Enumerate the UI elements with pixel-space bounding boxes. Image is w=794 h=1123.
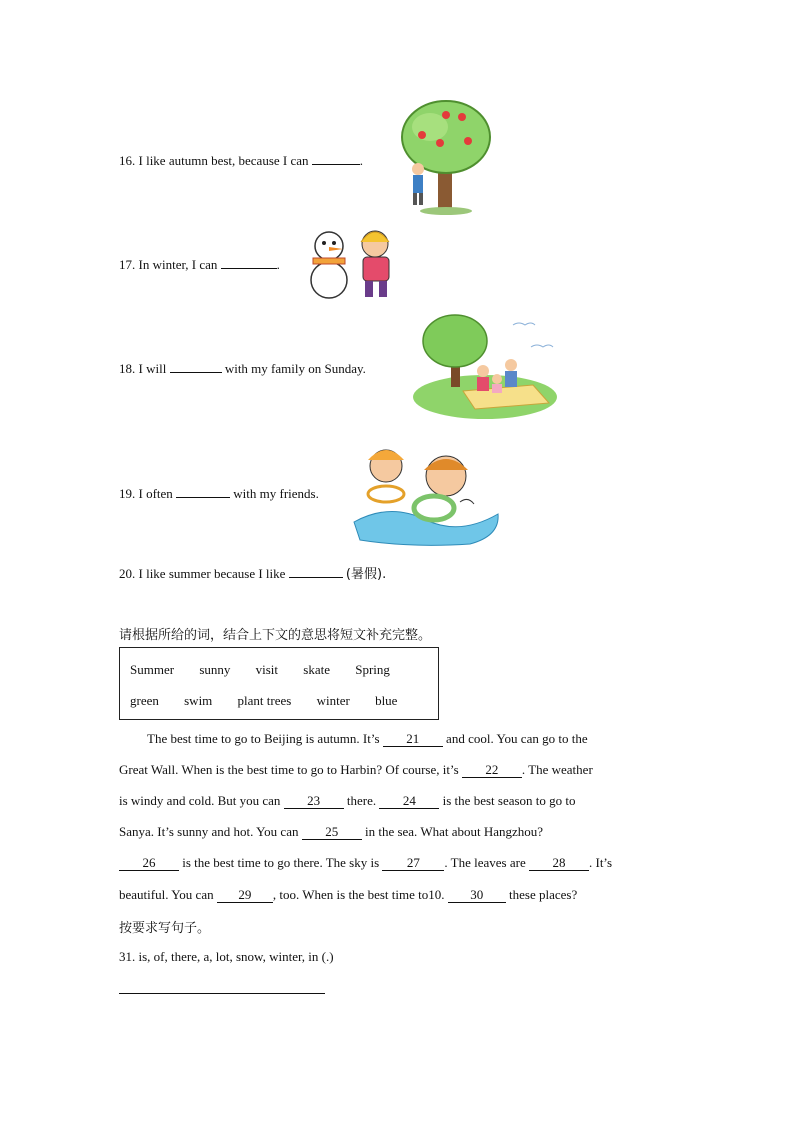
question-18 (119, 360, 366, 377)
section-instruction-fill-passage: 请根据所给的词，结合上下文的意思将短文补充完整。 (119, 628, 432, 643)
question-19-text: 19. I often (119, 486, 173, 501)
word-bank-item: winter (316, 693, 350, 708)
answer-line-31[interactable] (119, 993, 325, 994)
question-16 (119, 152, 363, 169)
passage-line-1 (147, 731, 588, 747)
passage-text: and cool. You can go to the (446, 731, 588, 746)
family-picnic-illustration (413, 313, 557, 419)
question-16-text: 16. I like autumn best, because I can (119, 153, 309, 168)
passage-text: , too. When is the best time to10. (272, 887, 445, 902)
answer-blank-19[interactable] (176, 485, 230, 498)
question-31: 31. is, of, there, a, lot, snow, winter, in (.) (119, 949, 334, 964)
word-bank-row-2 (130, 693, 419, 709)
question-17-text: 17. In winter, I can (119, 257, 218, 272)
answer-blank-18[interactable] (170, 360, 222, 373)
passage-blank-22[interactable]: 22 (462, 763, 522, 778)
answer-blank-20[interactable] (289, 565, 343, 578)
question-17-end: . (276, 257, 280, 272)
word-bank-item: plant trees (237, 693, 292, 708)
section-instruction-write-sentences: 按要求写句子。 (119, 921, 211, 936)
question-19 (119, 485, 319, 502)
question-18-tail: with my family on Sunday. (224, 361, 366, 376)
apple-tree-illustration (400, 97, 492, 215)
passage-text: . It’s (588, 855, 613, 870)
word-bank-item: Summer (130, 662, 175, 677)
passage-text: Sanya. It’s sunny and hot. You can (119, 824, 299, 839)
passage-blank-26[interactable]: 26 (119, 856, 179, 871)
word-bank-item: blue (375, 693, 398, 708)
word-bank-item: visit (255, 662, 279, 677)
question-16-end: . (359, 153, 364, 168)
question-17 (119, 256, 280, 273)
kids-swimming-illustration (350, 436, 502, 546)
question-20-text: 20. I like summer because I like (119, 566, 286, 581)
passage-text: . The weather (521, 762, 593, 777)
passage-blank-29[interactable]: 29 (217, 888, 273, 903)
word-bank-item: swim (184, 693, 213, 708)
passage-text: . The leaves are (444, 855, 526, 870)
word-bank-box (119, 647, 439, 720)
passage-text: is the best time to go there. The sky is (182, 855, 380, 870)
answer-blank-17[interactable] (221, 256, 277, 269)
passage-blank-30[interactable]: 30 (448, 888, 506, 903)
passage-line-6 (119, 887, 577, 903)
passage-text: in the sea. What about Hangzhou? (364, 824, 544, 839)
passage-blank-28[interactable]: 28 (529, 856, 589, 871)
word-bank-item: sunny (199, 662, 231, 677)
passage-text: there. (346, 793, 377, 808)
passage-blank-27[interactable]: 27 (382, 856, 444, 871)
question-20 (119, 563, 386, 582)
passage-line-4 (119, 824, 543, 840)
word-bank-item: skate (303, 662, 330, 677)
answer-blank-16[interactable] (312, 152, 360, 165)
question-20-tail: (暑假). (345, 567, 387, 582)
passage-line-5 (119, 855, 612, 871)
passage-text: beautiful. You can (119, 887, 214, 902)
passage-blank-21[interactable]: 21 (383, 732, 443, 747)
passage-blank-23[interactable]: 23 (284, 794, 344, 809)
question-18-text: 18. I will (119, 361, 167, 376)
snowman-boy-illustration (305, 222, 397, 300)
passage-text: these places? (509, 887, 578, 902)
question-19-tail: with my friends. (233, 486, 319, 501)
word-bank-item: green (130, 693, 159, 708)
passage-line-3 (119, 793, 576, 809)
word-bank-row-1 (130, 662, 412, 678)
passage-line-2 (119, 762, 593, 778)
passage-text: Great Wall. When is the best time to go to Harbin? Of course, it’s (119, 762, 459, 777)
passage-blank-25[interactable]: 25 (302, 825, 362, 840)
passage-text: is the best season to go to (442, 793, 576, 808)
passage-text: The best time to go to Beijing is autumn. It’s (147, 731, 380, 746)
passage-text: is windy and cold. But you can (119, 793, 281, 808)
word-bank-item: Spring (355, 662, 390, 677)
passage-blank-24[interactable]: 24 (379, 794, 439, 809)
